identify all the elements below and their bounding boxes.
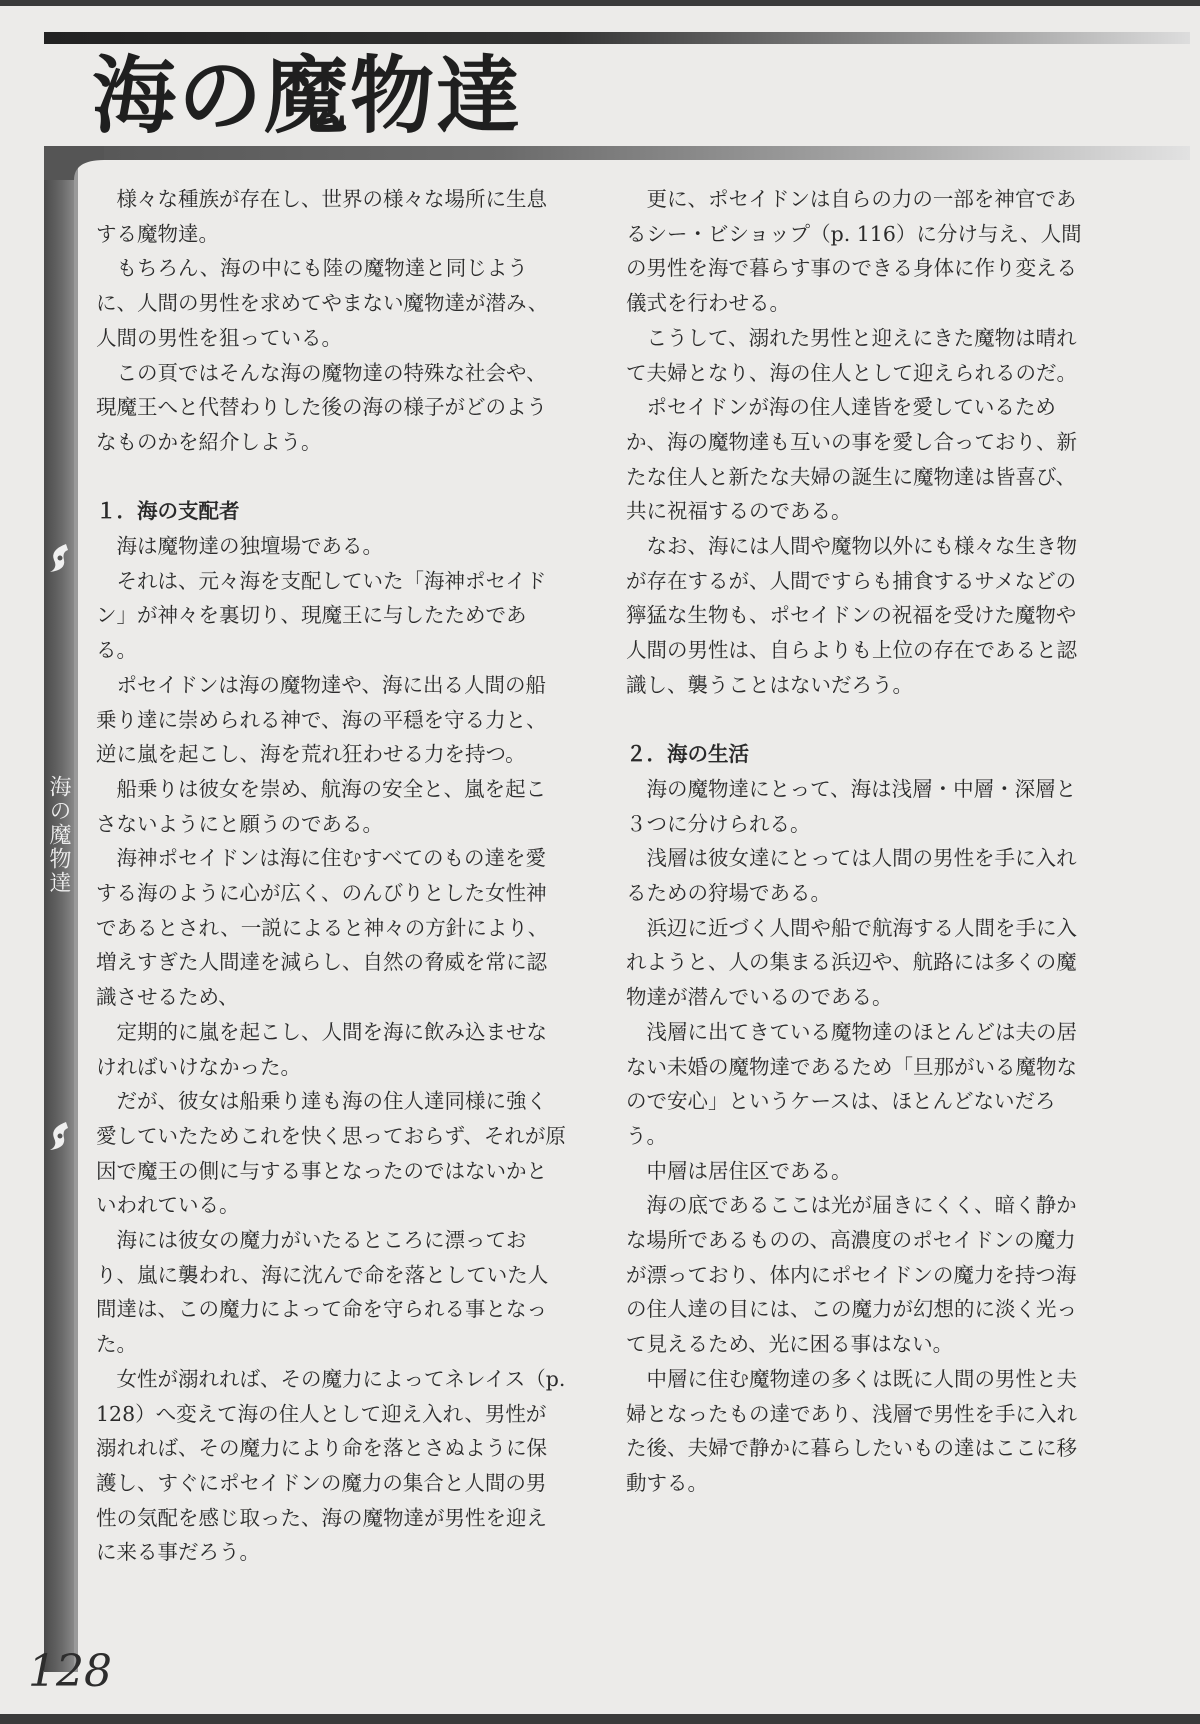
body-paragraph: なお、海には人間や魔物以外にも様々な生き物が存在するが、人間ですらも捕食するサメなどの獰猛な生物も、ポセイドンの祝福を受けた魔物や人間の男性は、自らよりも上位の存在であると認識し、襲うことはないだろう。 — [626, 534, 1077, 697]
body-paragraph: 定期的に嵐を起こし、人間を海に飲み込ませなければいけなかった。 — [96, 1019, 547, 1079]
body-paragraph: この頁ではそんな海の魔物達の特殊な社会や、現魔王へと代替わりした後の海の様子がどのようなものかを紹介しよう。 — [96, 360, 547, 454]
body-paragraph: 海の底であるここは光が届きにくく、暗く静かな場所であるものの、高濃度のポセイドンの魔力が漂っており、体内にポセイドンの魔力を持つ海の住人達の目には、この魔力が幻想的に淡く光って見えるため、光に困る事はない。 — [626, 1193, 1077, 1357]
body-paragraph: 更に、ポセイドンは自らの力の一部を神官であるシー・ビショップ（p. 116）に分け与え、人間の男性を海で暮らす事のできる身体に作り変える儀式を行わせる。 — [626, 187, 1082, 316]
body-paragraph: 様々な種族が存在し、世界の様々な場所に生息する魔物達。 — [96, 187, 547, 246]
wave-ornament-icon — [46, 540, 72, 576]
left-text-column — [96, 182, 566, 1570]
section-heading: ２．海の生活 — [626, 742, 749, 767]
body-paragraph: だが、彼女は船乗り達も海の住人達同様に強く愛していたためこれを快く思っておらず、それが原因で魔王の側に与する事となったのではないかといわれている。 — [96, 1089, 566, 1218]
bottom-decorative-bar — [0, 1714, 1200, 1724]
body-paragraph: 海には彼女の魔力がいたるところに漂っており、嵐に襲われ、海に沈んで命を落としていた人間達は、この魔力によって命を守られる事となった。 — [96, 1228, 549, 1357]
wave-ornament-icon — [46, 1118, 72, 1154]
side-section-label: 海の魔物達 — [46, 775, 71, 895]
body-paragraph: 海は魔物達の独壇場である。 — [116, 534, 383, 559]
left-side-stripe-edge — [74, 160, 78, 1672]
top-decorative-bar — [44, 32, 1190, 44]
body-paragraph: 浜辺に近づく人間や船で航海する人間を手に入れようと、人の集まる浜辺や、航路には多くの魔物達が潜んでいるのである。 — [626, 915, 1077, 1010]
body-paragraph: 中層に住む魔物達の多くは既に人間の男性と夫婦となったもの達であり、浅層で男性を手に入れた後、夫婦で静かに暮らしたいもの達はここに移動する。 — [626, 1366, 1077, 1495]
body-paragraph: それは、元々海を支配していた「海神ポセイドン」が神々を裏切り、現魔王に与したためである。 — [96, 568, 547, 663]
page-title: 海の魔物達 — [92, 47, 523, 145]
section-heading: １．海の支配者 — [96, 499, 240, 524]
corner-curve-ornament — [44, 140, 104, 180]
left-side-stripe — [44, 146, 74, 1672]
body-paragraph: こうして、溺れた男性と迎えにきた魔物は晴れて夫婦となり、海の住人として迎えられるのだ。 — [626, 325, 1077, 385]
body-paragraph: 船乗りは彼女を崇め、航海の安全と、嵐を起こさないようにと願うのである。 — [96, 776, 547, 836]
body-paragraph: 中層は居住区である。 — [646, 1158, 852, 1183]
body-paragraph: ポセイドンは海の魔物達や、海に出る人間の船乗り達に崇められる神で、海の平穏を守る力と、逆に嵐を起こし、海を荒れ狂わせる力を持つ。 — [96, 672, 547, 767]
body-paragraph: 浅層に出てきている魔物達のほとんどは夫の居ない未婚の魔物達であるため「旦那がいる魔物なので安心」というケースは、ほとんどないだろう。 — [626, 1019, 1077, 1148]
body-paragraph: ポセイドンが海の住人達皆を愛しているためか、海の魔物達も互いの事を愛し合っており、新たな住人と新たな夫婦の誕生に魔物達は皆喜び、共に祝福するのである。 — [626, 395, 1077, 524]
title-underbar — [44, 146, 1190, 160]
body-paragraph: もちろん、海の中にも陸の魔物達と同じように、人間の男性を求めてやまない魔物達が潜み、人間の男性を狙っている。 — [96, 256, 549, 350]
right-text-column — [626, 182, 1096, 1501]
body-paragraph: 海の魔物達にとって、海は浅層・中層・深層と３つに分けられる。 — [626, 776, 1077, 836]
body-paragraph: 女性が溺れれば、その魔力によってネレイス（p. 128）へ変えて海の住人として迎え入れ、男性が溺れれば、その魔力により命を落とさぬように保護し、すぐにポセイドンの魔力の集合と人間の男性の気配を感じ取った、海の魔物達が男性を迎えに来る事だろう。 — [96, 1366, 566, 1565]
page-number: 128 — [28, 1646, 112, 1697]
body-paragraph: 浅層は彼女達にとっては人間の男性を手に入れるための狩場である。 — [626, 846, 1077, 906]
body-paragraph: 海神ポセイドンは海に住むすべてのもの達を愛する海のように心が広く、のんびりとした女性神であるとされ、一説によると神々の方針により、増えすぎた人間達を減らし、自然の脅威を常に認識させるため、 — [96, 846, 549, 1010]
